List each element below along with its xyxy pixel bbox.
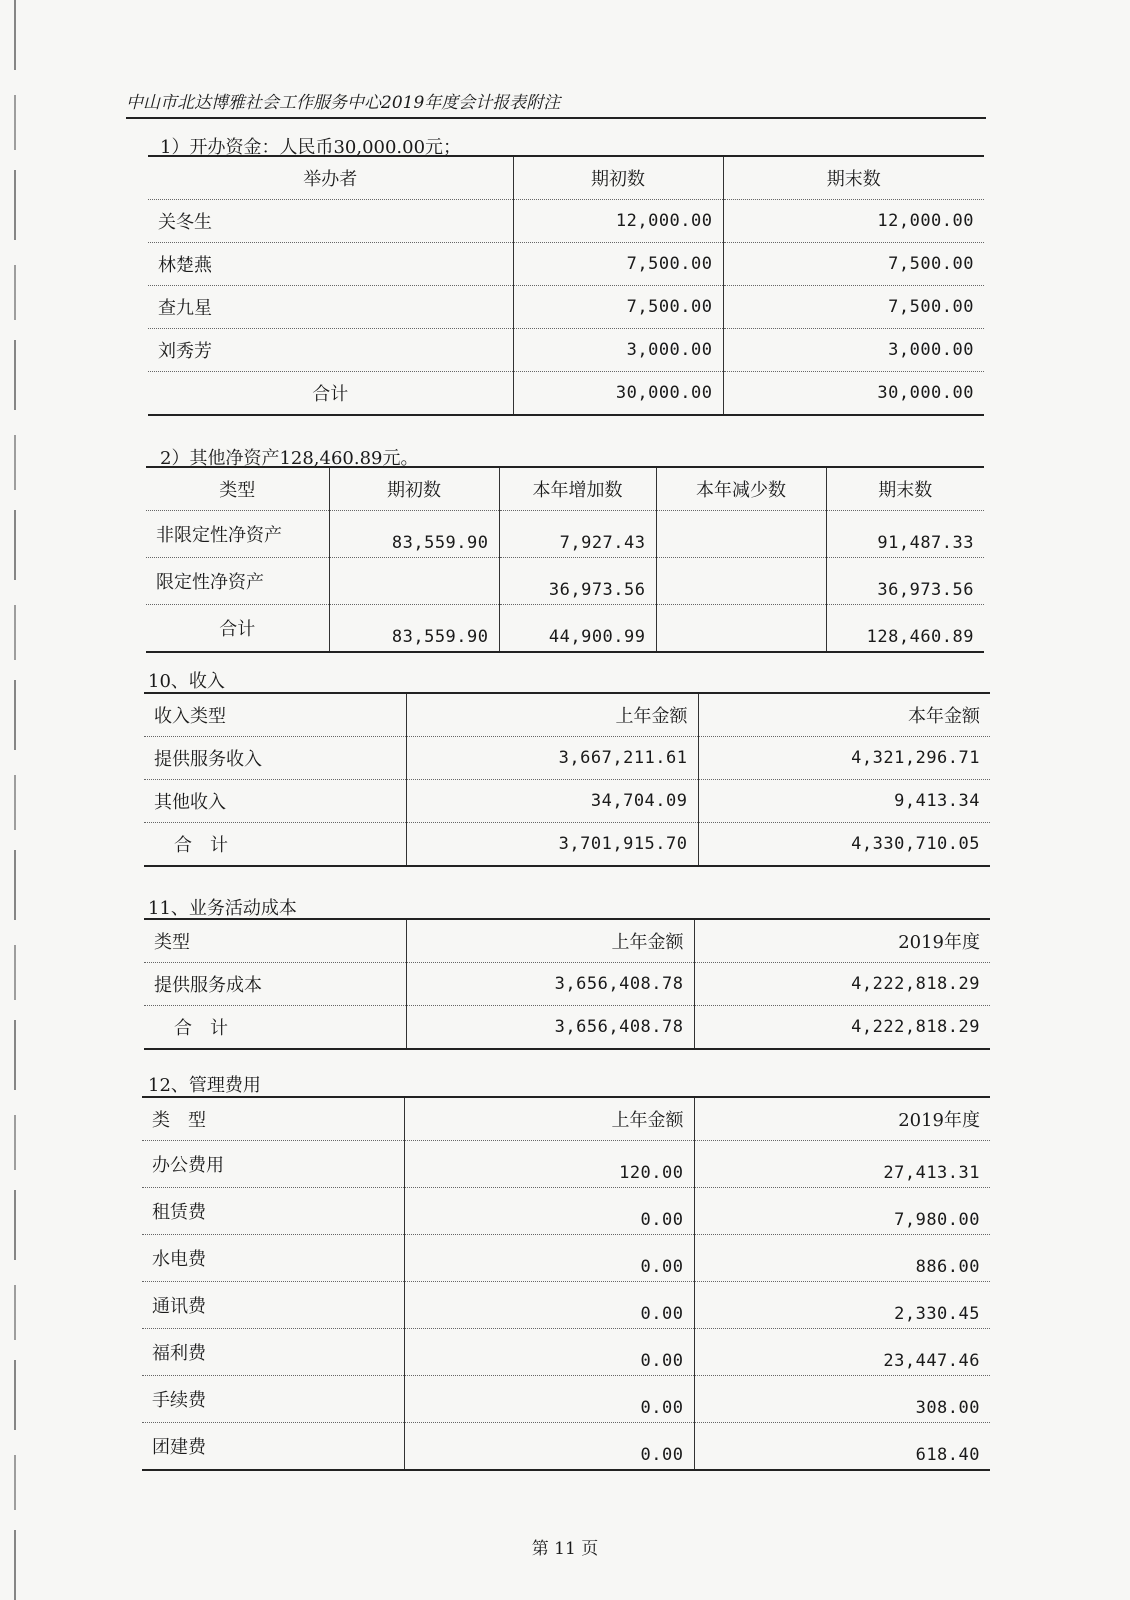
cell-name: 林楚燕	[148, 243, 513, 286]
cell-value: 3,667,211.61	[406, 737, 698, 780]
cell-name: 非限定性净资产	[146, 511, 329, 558]
cell-value	[329, 558, 499, 605]
cell-value: 886.00	[694, 1235, 990, 1282]
header-cell: 2019年度	[694, 1097, 990, 1141]
cell-value: 83,559.90	[329, 605, 499, 653]
cell-name: 水电费	[142, 1235, 404, 1282]
cell-value: 83,559.90	[329, 511, 499, 558]
cell-value: 36,973.56	[499, 558, 656, 605]
cell-value: 91,487.33	[826, 511, 984, 558]
table-header-row	[144, 919, 990, 963]
table-header-row	[146, 467, 984, 511]
table-row	[142, 1423, 990, 1471]
cell-value: 0.00	[404, 1235, 694, 1282]
table-row	[148, 243, 984, 286]
table-opening-capital	[148, 155, 984, 416]
table-total-row	[144, 1006, 990, 1050]
cell-value: 0.00	[404, 1282, 694, 1329]
table-row	[144, 963, 990, 1006]
table-row	[146, 511, 984, 558]
table-other-net-assets	[146, 466, 984, 653]
section-1-title: 1）开办资金：人民币30,000.00元；	[160, 137, 462, 158]
cell-value: 0.00	[404, 1188, 694, 1235]
page-header: 中山市北达博雅社会工作服务中心2019年度会计报表附注	[126, 88, 986, 119]
header-cell: 举办者	[148, 156, 513, 200]
section-12-title: 12、管理费用	[148, 1075, 261, 1096]
cell-total-label: 合 计	[144, 1006, 406, 1050]
cell-name: 租赁费	[142, 1188, 404, 1235]
cell-value: 7,980.00	[694, 1188, 990, 1235]
table-row	[142, 1376, 990, 1423]
header-cell: 本年金额	[698, 693, 990, 737]
cell-value: 9,413.34	[698, 780, 990, 823]
cell-value: 7,500.00	[723, 243, 984, 286]
cell-name: 团建费	[142, 1423, 404, 1471]
section-10-title: 10、收入	[148, 671, 225, 692]
cell-value: 2,330.45	[694, 1282, 990, 1329]
cell-name: 限定性净资产	[146, 558, 329, 605]
cell-value: 3,656,408.78	[406, 963, 694, 1006]
cell-total-label: 合计	[148, 372, 513, 416]
header-cell: 本年减少数	[656, 467, 826, 511]
header-cell: 期初数	[513, 156, 723, 200]
page-number: 第 11 页	[531, 1539, 599, 1559]
cell-value: 3,000.00	[513, 329, 723, 372]
header-cell: 上年金额	[404, 1097, 694, 1141]
cell-name: 手续费	[142, 1376, 404, 1423]
cell-value: 3,701,915.70	[406, 823, 698, 867]
table-total-row	[144, 823, 990, 867]
header-cell: 2019年度	[694, 919, 990, 963]
header-cell: 期初数	[329, 467, 499, 511]
table-row	[142, 1141, 990, 1188]
cell-value: 0.00	[404, 1423, 694, 1471]
table-admin-expenses	[142, 1096, 990, 1471]
cell-name: 福利费	[142, 1329, 404, 1376]
table-header-row	[144, 693, 990, 737]
header-cell: 类型	[146, 467, 329, 511]
table-row	[148, 286, 984, 329]
cell-name: 办公费用	[142, 1141, 404, 1188]
cell-value: 308.00	[694, 1376, 990, 1423]
table-header-row	[142, 1097, 990, 1141]
header-cell: 上年金额	[406, 919, 694, 963]
table-row	[142, 1235, 990, 1282]
cell-total-label: 合 计	[144, 823, 406, 867]
cell-name: 通讯费	[142, 1282, 404, 1329]
header-cell: 上年金额	[406, 693, 698, 737]
cell-value: 0.00	[404, 1329, 694, 1376]
cell-value: 4,222,818.29	[694, 1006, 990, 1050]
cell-value	[656, 511, 826, 558]
cell-value: 128,460.89	[826, 605, 984, 653]
cell-value: 4,321,296.71	[698, 737, 990, 780]
section-2-title: 2）其他净资产128,460.89元。	[160, 448, 419, 469]
cell-total-label: 合计	[146, 605, 329, 653]
table-row	[146, 558, 984, 605]
cell-name: 关冬生	[148, 200, 513, 243]
table-total-row	[148, 372, 984, 416]
cell-value	[656, 605, 826, 653]
cell-value: 44,900.99	[499, 605, 656, 653]
table-row	[144, 780, 990, 823]
cell-value: 7,500.00	[513, 286, 723, 329]
header-cell: 期末数	[723, 156, 984, 200]
header-cell: 期末数	[826, 467, 984, 511]
cell-value: 23,447.46	[694, 1329, 990, 1376]
cell-value	[656, 558, 826, 605]
header-cell: 收入类型	[144, 693, 406, 737]
cell-value: 7,927.43	[499, 511, 656, 558]
cell-value: 618.40	[694, 1423, 990, 1471]
table-income	[144, 692, 990, 867]
table-row	[142, 1188, 990, 1235]
cell-value: 4,330,710.05	[698, 823, 990, 867]
cell-value: 7,500.00	[723, 286, 984, 329]
cell-value: 0.00	[404, 1376, 694, 1423]
cell-name: 其他收入	[144, 780, 406, 823]
cell-name: 提供服务收入	[144, 737, 406, 780]
cell-value: 12,000.00	[723, 200, 984, 243]
table-header-row	[148, 156, 984, 200]
cell-value: 3,656,408.78	[406, 1006, 694, 1050]
table-row	[142, 1329, 990, 1376]
header-cell: 类型	[144, 919, 406, 963]
cell-value: 4,222,818.29	[694, 963, 990, 1006]
cell-value: 7,500.00	[513, 243, 723, 286]
cell-value: 30,000.00	[513, 372, 723, 416]
cell-name: 刘秀芳	[148, 329, 513, 372]
cell-value: 34,704.09	[406, 780, 698, 823]
table-row	[148, 329, 984, 372]
cell-name: 查九星	[148, 286, 513, 329]
cell-value: 27,413.31	[694, 1141, 990, 1188]
header-cell: 类 型	[142, 1097, 404, 1141]
cell-value: 12,000.00	[513, 200, 723, 243]
table-total-row	[146, 605, 984, 653]
cell-name: 提供服务成本	[144, 963, 406, 1006]
cell-value: 30,000.00	[723, 372, 984, 416]
cell-value: 3,000.00	[723, 329, 984, 372]
scan-edge-artifact	[14, 0, 16, 1600]
header-cell: 本年增加数	[499, 467, 656, 511]
cell-value: 36,973.56	[826, 558, 984, 605]
table-row	[148, 200, 984, 243]
table-business-cost	[144, 918, 990, 1050]
section-11-title: 11、业务活动成本	[148, 898, 297, 919]
table-row	[142, 1282, 990, 1329]
cell-value: 120.00	[404, 1141, 694, 1188]
table-row	[144, 737, 990, 780]
